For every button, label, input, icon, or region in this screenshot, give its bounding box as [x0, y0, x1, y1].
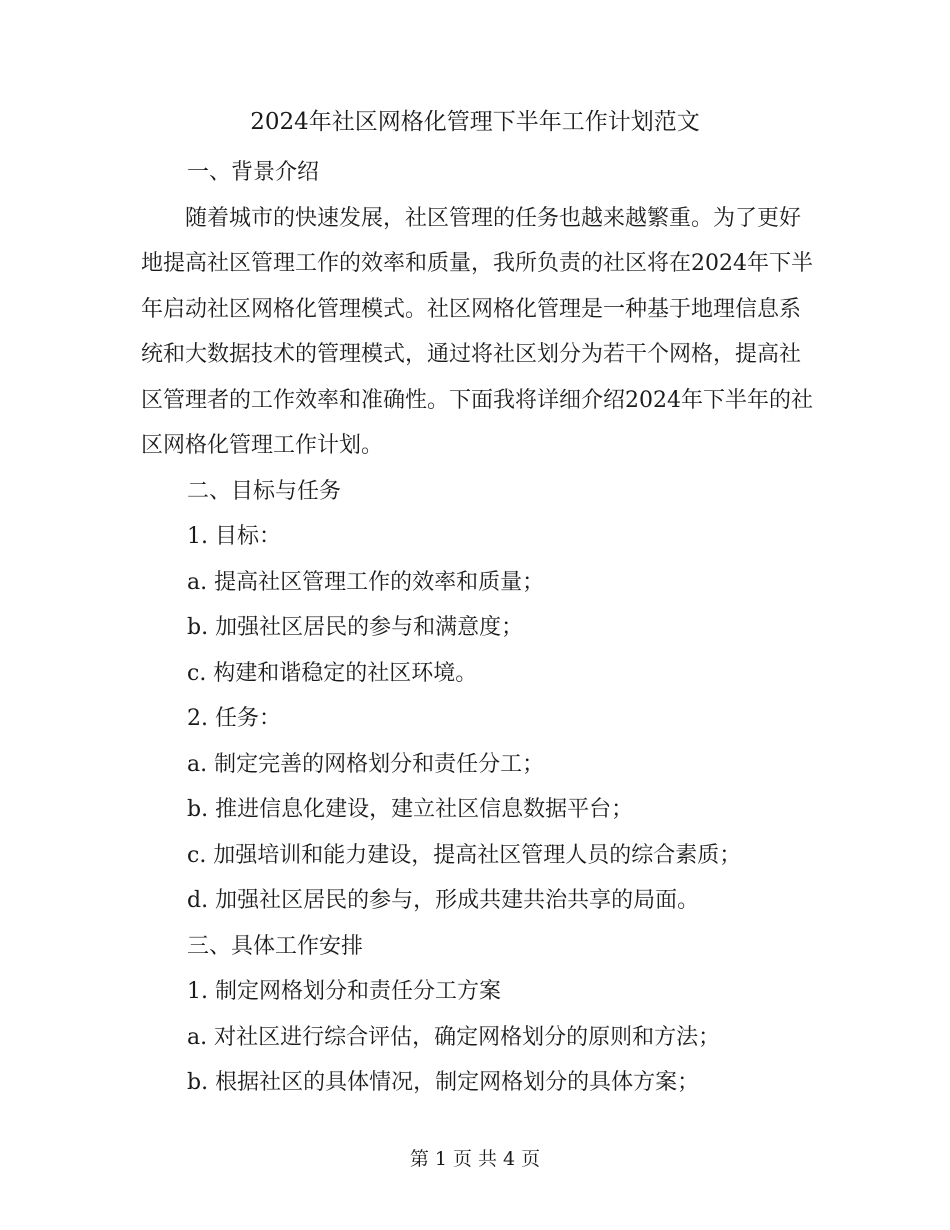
section-heading-work-arrangement: 三、具体工作安排: [187, 933, 364, 959]
subheading-goals: 1. 目标：: [187, 524, 281, 549]
task-item: d. 加强社区居民的参与，形成共建共治共享的局面。: [187, 888, 700, 913]
goal-item: a. 提高社区管理工作的效率和质量；: [187, 569, 545, 595]
task-item: c. 加强培训和能力建设，提高社区管理人员的综合素质；: [187, 842, 742, 868]
task-item: a. 制定完善的网格划分和责任分工；: [187, 751, 545, 777]
page-footer: 第 1 页 共 4 页: [409, 1148, 541, 1170]
section-heading-goals-tasks: 二、目标与任务: [187, 478, 342, 504]
subheading-tasks: 2. 任务：: [187, 706, 281, 731]
grid-plan-item: a. 对社区进行综合评估，确定网格划分的原则和方法；: [187, 1024, 721, 1050]
task-item: b. 推进信息化建设，建立社区信息数据平台；: [187, 797, 634, 822]
grid-plan-item: b. 根据社区的具体情况，制定网格划分的具体方案；: [187, 1070, 700, 1095]
document-body: [141, 150, 813, 1106]
goal-item: b. 加强社区居民的参与和满意度；: [187, 615, 524, 640]
background-paragraph: 随着城市的快速发展，社区管理的任务也越来越繁重。为了更好地提高社区管理工作的效率和质量，我所负责的社区将在2024年下半年启动社区网格化管理模式。社区网格化管理是一种基于地理信息系统和大数据技术的管理模式，通过将社区划分为若干个网格，提高社区管理者的工作效率和准确性。下面我将详细介绍2024年下半年的社区网格化管理工作计划。: [141, 205, 813, 458]
subheading-grid-plan: 1. 制定网格划分和责任分工方案: [187, 979, 501, 1004]
document-title: 2024年社区网格化管理下半年工作计划范文: [250, 109, 700, 135]
goal-item: c. 构建和谐稳定的社区环境。: [187, 660, 478, 686]
section-heading-background: 一、背景介绍: [187, 160, 320, 185]
